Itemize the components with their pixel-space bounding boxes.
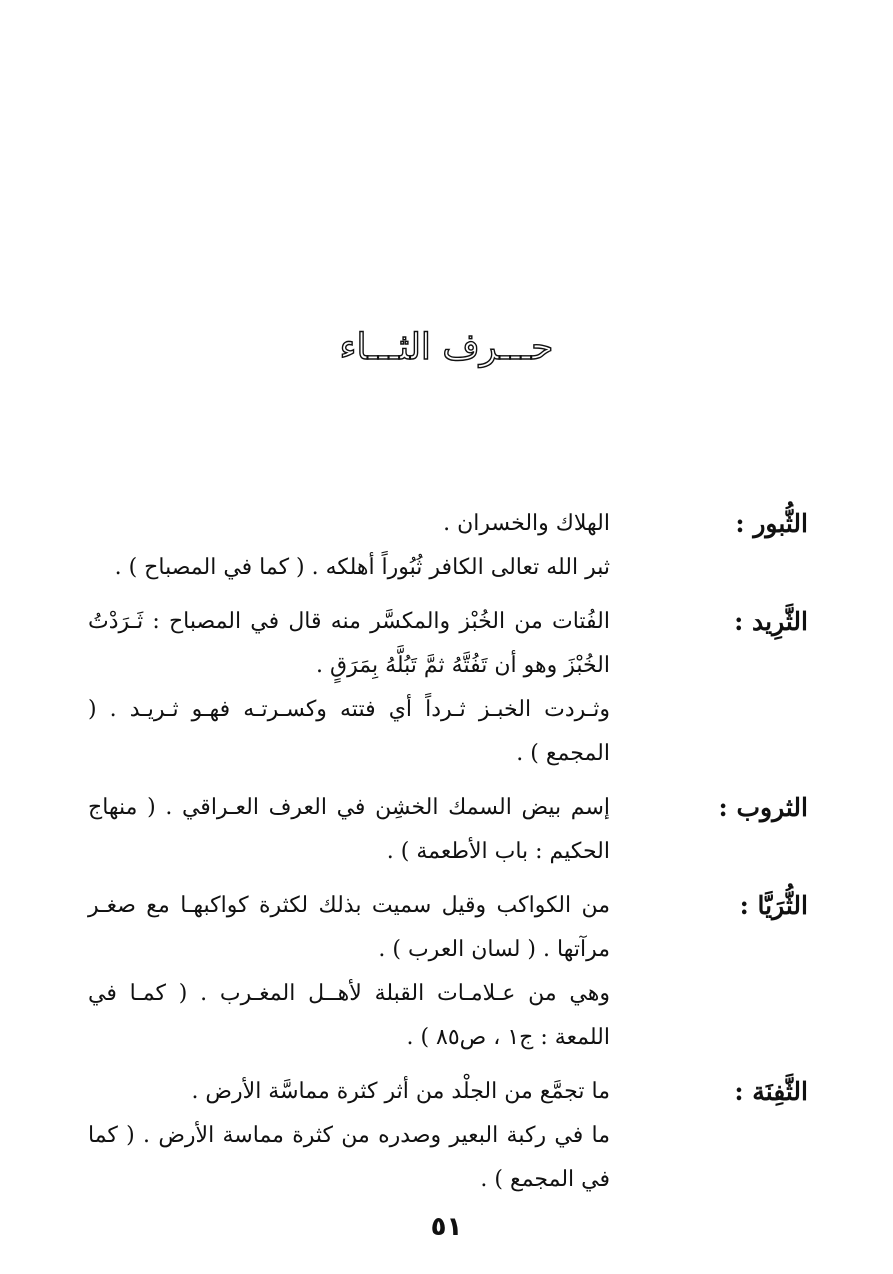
definition-line: وهي من عـلامـات القبلة لأهــل المغـرب . ( كمـا في اللمعة : ج١ ، ص٨٥ ) . <box>88 981 610 1050</box>
section-title <box>0 318 893 378</box>
glossary-entries <box>88 502 808 1212</box>
glossary-entry <box>88 884 808 1060</box>
definition-line: إسم بيض السمك الخشِن في العرف العـراقي . ( منهاج الحكيم : باب الأطعمة ) . <box>88 795 610 864</box>
definition-line: الهلاك والخسران . <box>443 511 610 536</box>
definition-line: ما في ركبة البعير وصدره من كثرة مماسة الأرض . ( كما في المجمع ) . <box>88 1123 610 1192</box>
definition-line: من الكواكب وقيل سميت بذلك لكثرة كواكبهـا مع صغـر مرآتها . ( لسان العرب ) . <box>88 893 610 962</box>
page-number: ٥١ <box>430 1212 463 1242</box>
entry-definition <box>88 502 610 590</box>
glossary-entry <box>88 786 808 874</box>
section-title-text: حـــرف الثـــاء <box>339 327 554 368</box>
entry-headword: الثَّفِنَة : <box>734 1077 808 1106</box>
glossary-entry <box>88 600 808 776</box>
entry-definition <box>88 600 610 776</box>
glossary-entry <box>88 502 808 590</box>
entry-headword: الثروب : <box>718 793 808 822</box>
definition-line: ما تجمَّع من الجلْد من أثر كثرة مماسَّة الأرض . <box>191 1079 610 1104</box>
entry-headword: الثُّرَيَّا : <box>739 891 808 920</box>
entry-headword: الثَّرِيد : <box>734 607 808 636</box>
entry-definition <box>88 884 610 1060</box>
entry-definition <box>88 1070 610 1202</box>
definition-line: وثـردت الخبـز ثـرداً أي فتته وكسـرتـه فهـو ثـريـد . ( المجمع ) . <box>88 697 610 766</box>
entry-definition <box>88 786 610 874</box>
definition-line: الفُتات من الخُبْز والمكسَّر منه قال في المصباح : ثَـرَدْتُ الخُبْزَ وهو أن تَفُتَّهُ ثمَّ تَبُلَّهُ بِمَرَقٍ . <box>88 609 611 678</box>
glossary-entry <box>88 1070 808 1202</box>
definition-line: ثبر الله تعالى الكافر ثُبُوراً أهلكه . ( كما في المصباح ) . <box>114 555 610 580</box>
entry-headword: الثُّبور : <box>735 509 808 538</box>
